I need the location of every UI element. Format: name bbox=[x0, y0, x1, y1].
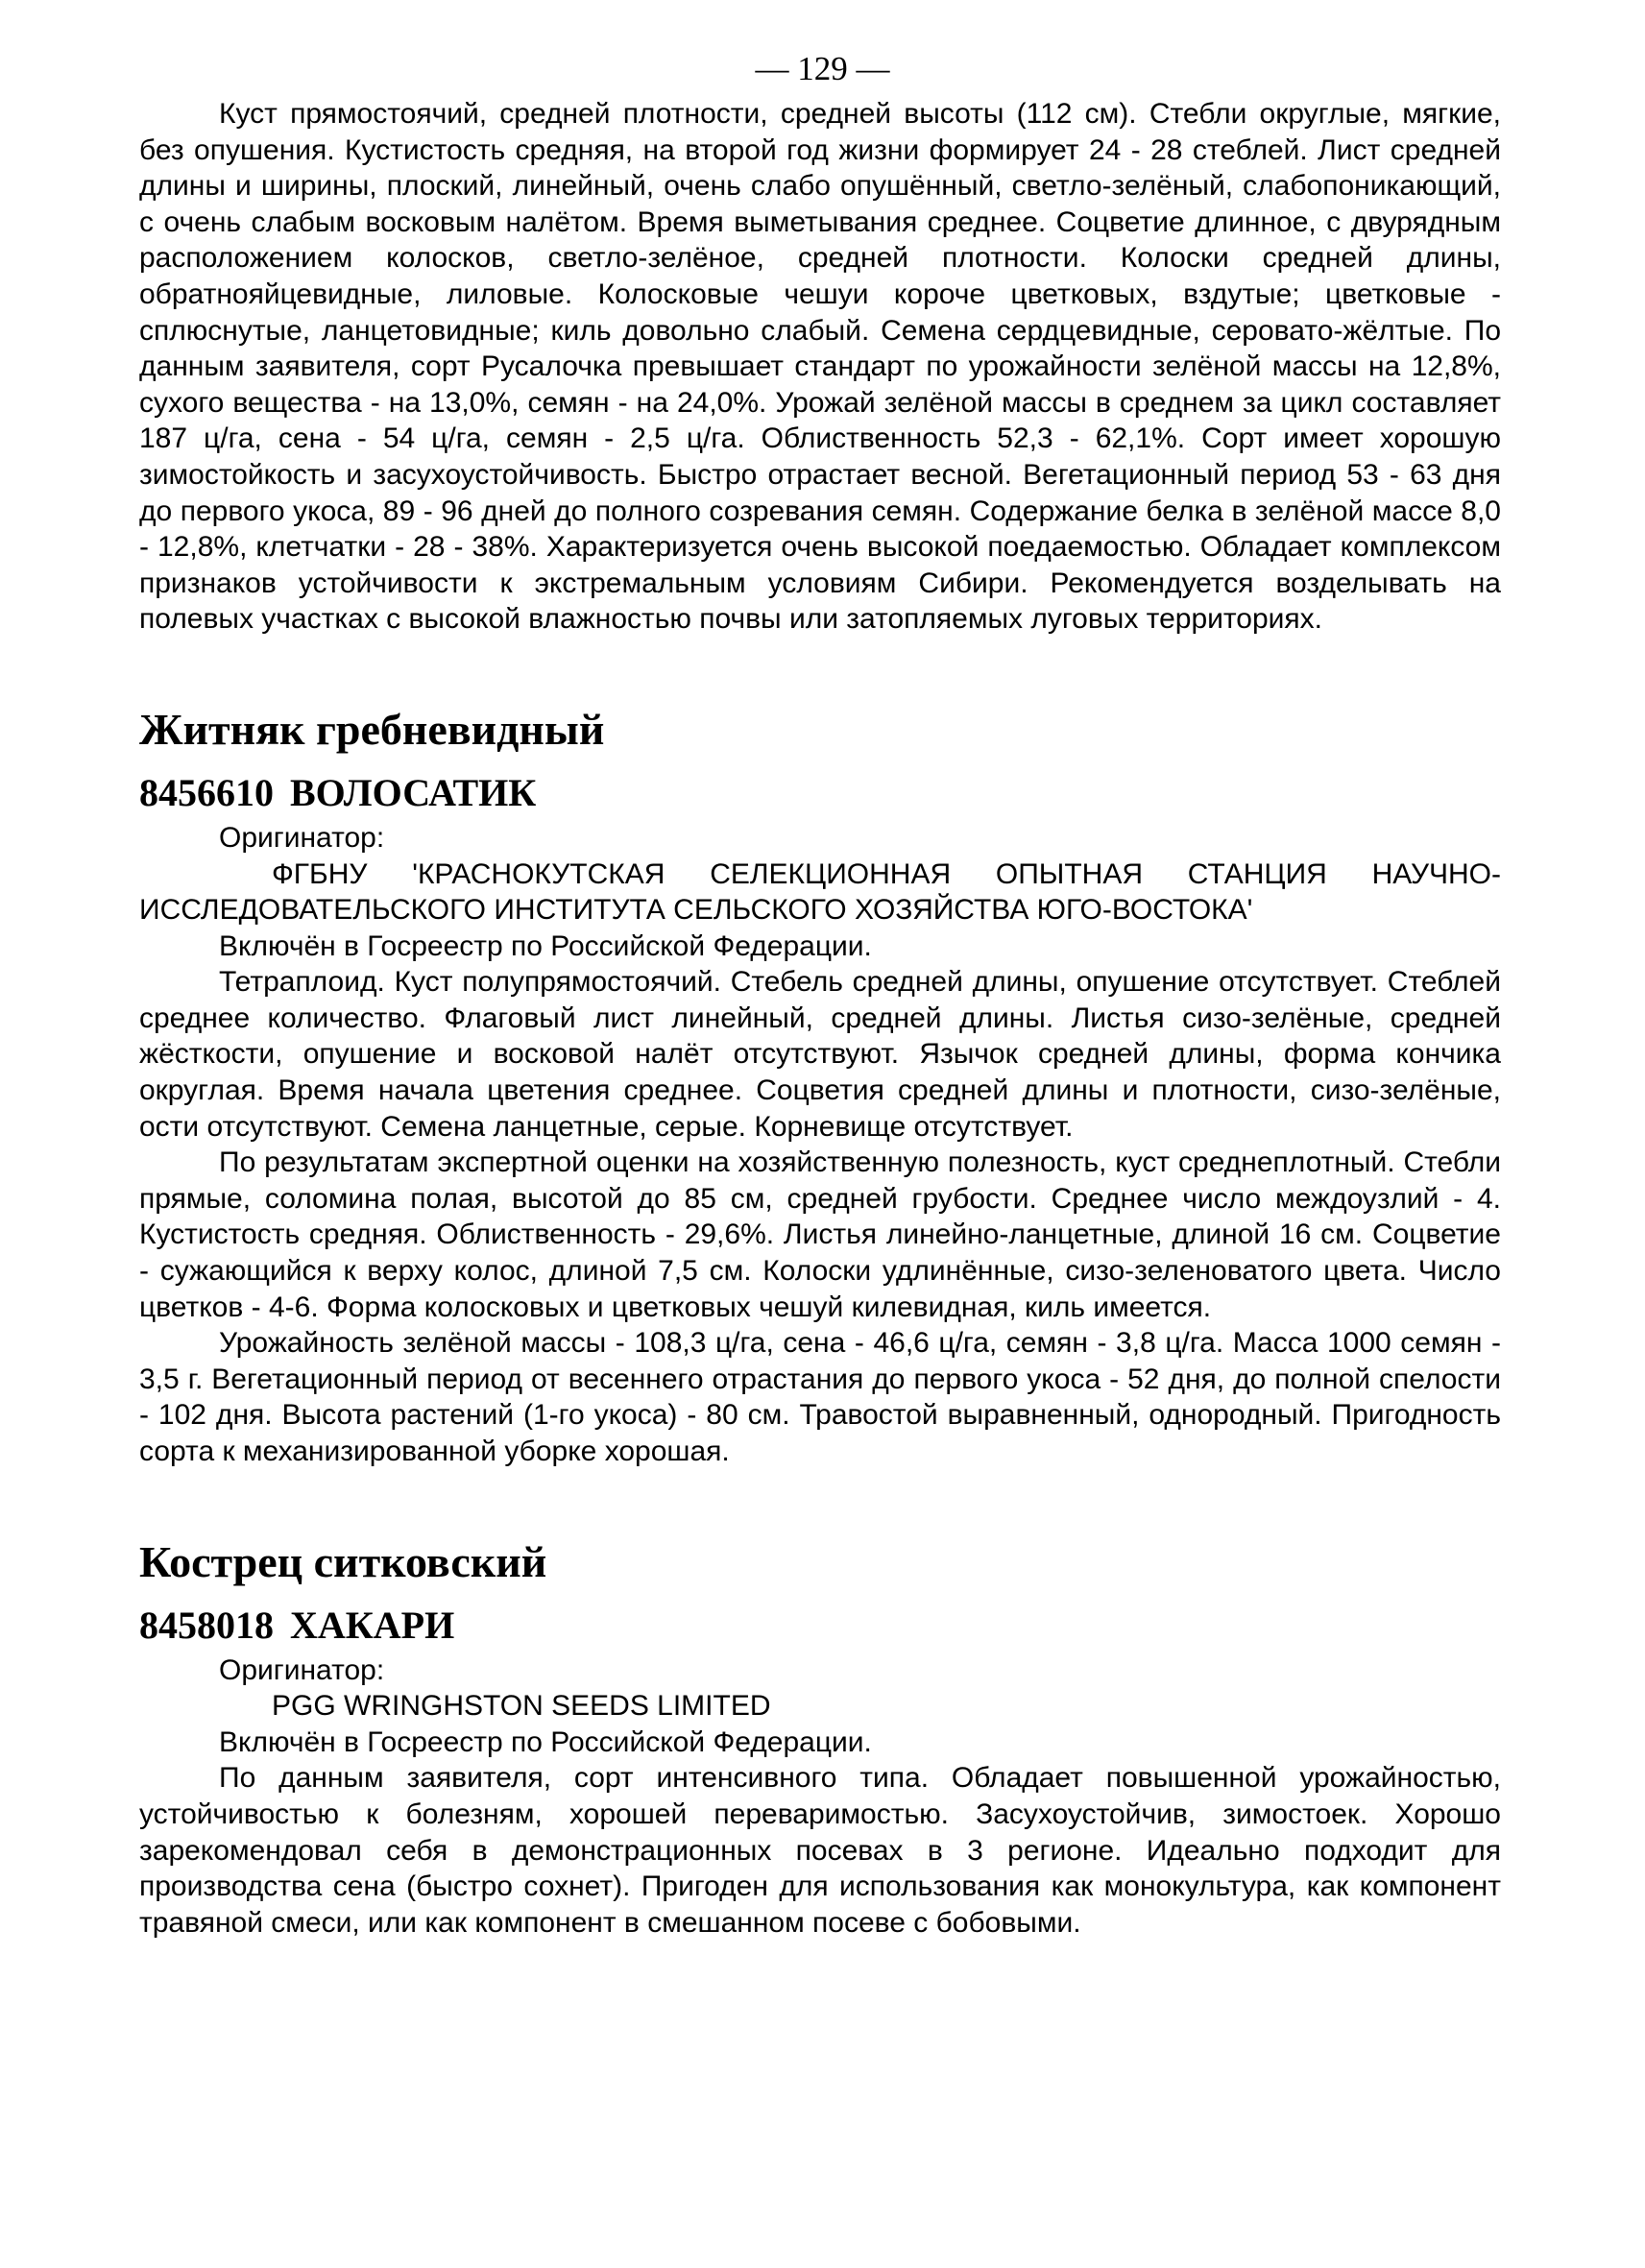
variety-heading bbox=[139, 768, 1501, 818]
species-heading: Кострец ситковский bbox=[139, 1536, 547, 1586]
originator-name: PGG WRINGHSTON SEEDS LIMITED bbox=[272, 1690, 771, 1723]
section-zhitnyak bbox=[139, 703, 1501, 1470]
registry-note: Включён в Госреестр по Российской Федерации. bbox=[219, 1725, 872, 1758]
page-content bbox=[139, 96, 1501, 1941]
intro-paragraph: Куст прямостоячий, средней плотности, средней высоты (112 см). Стебли округлые, мягкие, без опушения. Кустистость средняя, на второй год жизни формирует 24 - 28 стеблей. Лист средней длины и ширины, плоский, линейный, очень слабо опушённый, светло-зелёный, слабопоникающий, с очень слабым восковым налётом. Время выметывания среднее. Соцветие длинное, с двурядным расположением колосков, светло-зелёное, средней плотности. Колоски средней длины, обратнояйцевидные, лиловые. Колосковые чешуи короче цветковых, вздутые; цветковые - сплюснутые, ланцетовидные; киль довольно слабый. Семена сердцевидные, серовато-жёлтые. По данным заявителя, сорт Русалочка превышает стандарт по урожайности зелёной массы на 12,8%, сухого вещества - на 13,0%, семян - на 24,0%. Урожай зелёной массы в среднем за цикл составляет 187 ц/га, сена - 54 ц/га, семян - 2,5 ц/га. Облиственность 52,3 - 62,1%. Сорт имеет хорошую зимостойкость и засухоустойчивость. Быстро отрастает весной. Вегетационный период 53 - 63 дня до первого укоса, 89 - 96 дней до полного созревания семян. Содержание белка в зелёной массе 8,0 - 12,8%, клетчатки - 28 - 38%. Характеризуется очень высокой поедаемостью. Обладает комплексом признаков устойчивости к экстремальным условиям Сибири. Рекомендуется возделывать на полевых участках с высокой влажностью почвы или затопляемых луговых территориях. bbox=[139, 98, 1501, 636]
registry-note: Включён в Госреестр по Российской Федерации. bbox=[219, 929, 872, 962]
description-paragraph: Тетраплоид. Куст полупрямостоячий. Стебель средней длины, опушение отсутствует. Стеблей среднее количество. Флаговый лист линейный, средней длины. Листья сизо-зелёные, средней жёсткости, опушение и восковой налёт отсутствуют. Язычок средней длины, форма кончика округлая. Время начала цветения среднее. Соцветия средней длины и плотности, сизо-зелёные, ости отсутствуют. Семена ланцетные, серые. Корневище отсутствует. bbox=[139, 966, 1501, 1143]
variety-code: 8456610 bbox=[139, 770, 274, 814]
description-paragraph: По результатам экспертной оценки на хозяйственную полезность, куст среднеплотный. Стебли прямые, соломина полая, высотой до 85 см, средней грубости. Среднее число междоузлий - 4. Кустистость средняя. Облиственность - 29,6%. Листья линейно-ланцетные, длиной 16 см. Соцветие - сужающийся к верху колос, длиной 7,5 см. Колоски удлинённые, сизо-зеленоватого цвета. Число цветков - 4-6. Форма колосковых и цветковых чешуй килевидная, киль имеется. bbox=[139, 1146, 1501, 1323]
species-heading: Житняк гребневидный bbox=[139, 704, 605, 754]
section-kostrets bbox=[139, 1535, 1501, 1942]
variety-heading bbox=[139, 1601, 1501, 1651]
originator-label: Оригинатор: bbox=[219, 821, 385, 854]
originator-label: Оригинатор: bbox=[219, 1653, 385, 1686]
variety-code: 8458018 bbox=[139, 1603, 274, 1647]
description-paragraph: Урожайность зелёной массы - 108,3 ц/га, сена - 46,6 ц/га, семян - 3,8 ц/га. Масса 1000 семян - 3,5 г. Вегетационный период от весеннего отрастания до первого укоса - 52 дня, до полной спелости - 102 дня. Высота растений (1-го укоса) - 80 см. Травостой выравненный, однородный. Пригодность сорта к механизированной уборке хорошая. bbox=[139, 1327, 1501, 1467]
page-number: — 129 — bbox=[755, 50, 890, 87]
variety-name: ХАКАРИ bbox=[290, 1603, 455, 1647]
originator-name: ФГБНУ 'КРАСНОКУТСКАЯ СЕЛЕКЦИОННАЯ ОПЫТНАЯ СТАНЦИЯ НАУЧНО-ИССЛЕДОВАТЕЛЬСКОГО ИНСТИТУТА СЕЛЬСКОГО ХОЗЯЙСТВА ЮГО-ВОСТОКА' bbox=[139, 857, 1501, 927]
variety-name: ВОЛОСАТИК bbox=[290, 770, 537, 814]
description-paragraph: По данным заявителя, сорт интенсивного типа. Обладает повышенной урожайностью, устойчивостью к болезням, хорошей переваримостью. Засухоустойчив, зимостоек. Хорошо зарекомендовал себя в демонстрационных посевах в 3 регионе. Идеально подходит для производства сена (быстро сохнет). Пригоден для использования как монокультура, как компонент травяной смеси, или как компонент в смешанном посеве с бобовыми. bbox=[139, 1762, 1501, 1939]
